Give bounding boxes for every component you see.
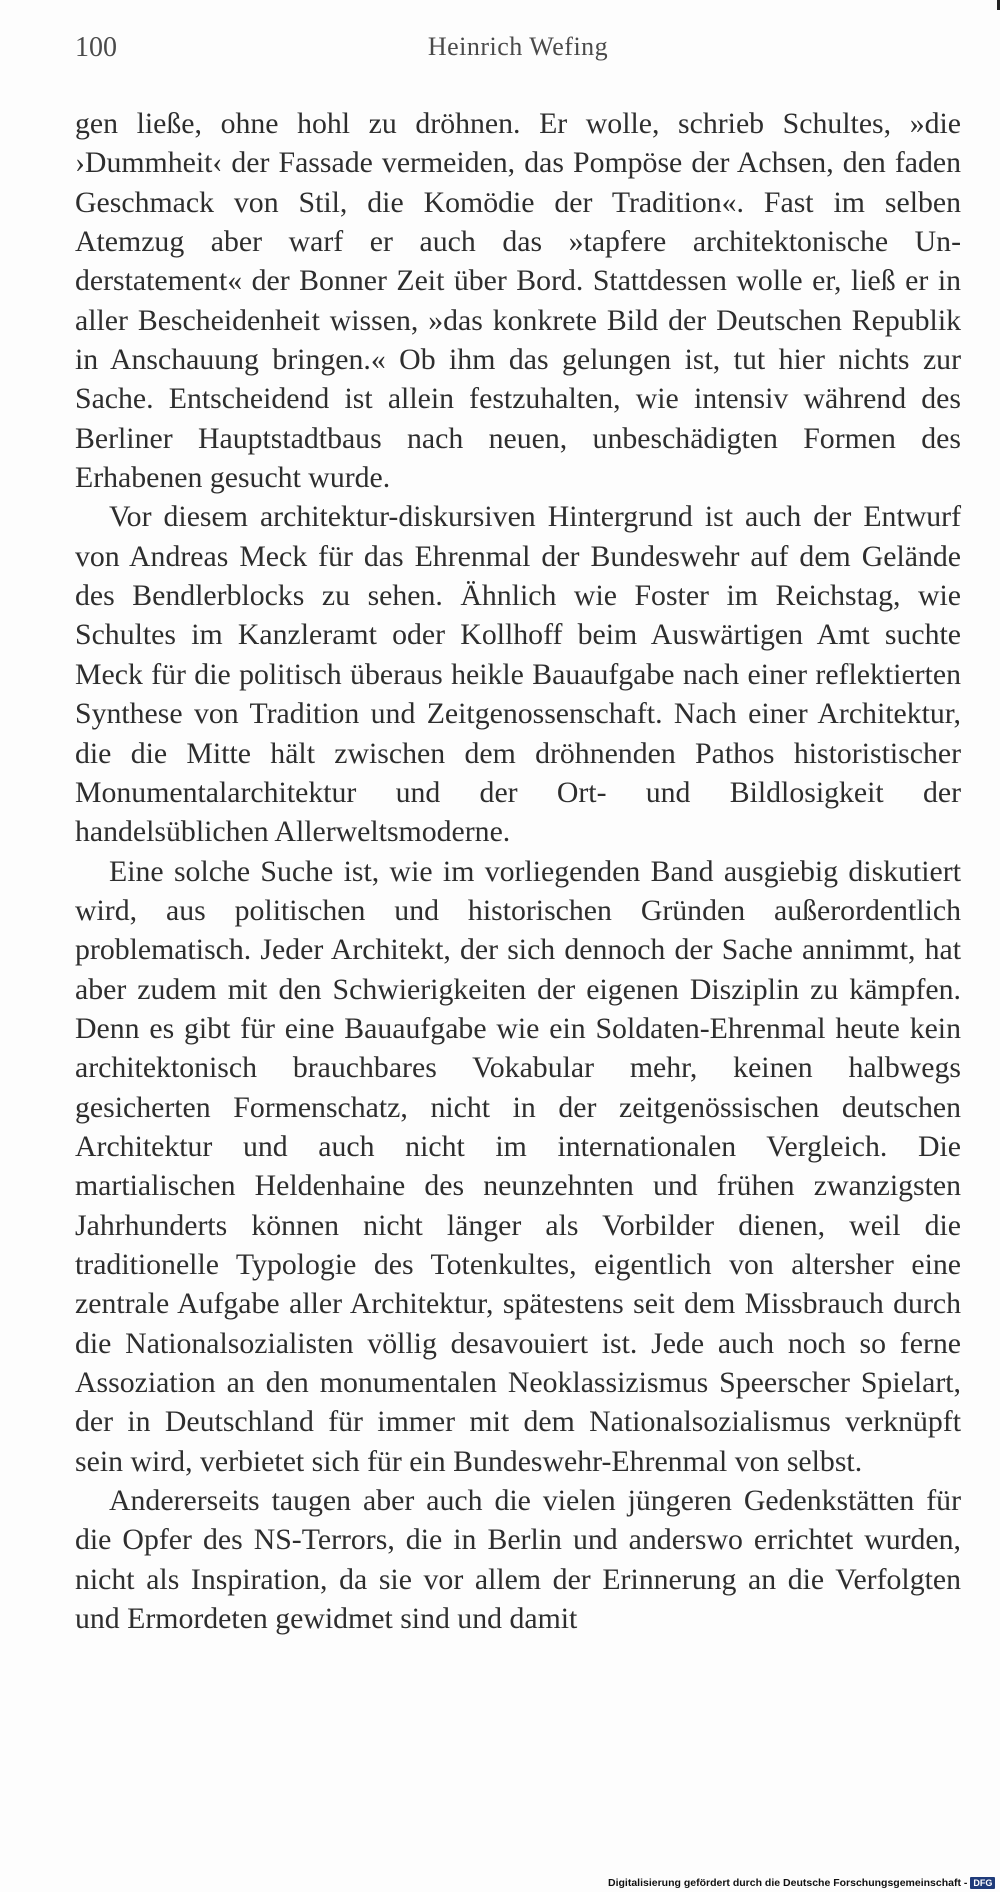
running-head: Heinrich Wefing — [427, 32, 609, 61]
digitization-credit: Digitalisierung gefördert durch die Deutsche Forschungsgemeinschaft - — [608, 1877, 968, 1889]
digitization-footer — [608, 1876, 995, 1890]
page-number: 100 — [75, 32, 117, 63]
paragraph-1: gen ließe, ohne hohl zu dröhnen. Er wolle, schrieb Schultes, »die ›Dummheit‹ der Fassade vermeiden, das Pompöse der Achsen, den faden Geschmack von Stil, die Komödie der Tradition«. Fast im selben Atemzug aber warf er auch das »tapfere architektonische Understatement« der Bonner Zeit über Bord. Stattdessen wolle er, ließ er in aller Bescheidenheit wissen, »das konkrete Bild der Deutschen Republik in Anschauung bringen.« Ob ihm das gelungen ist, tut hier nichts zur Sache. Entscheidend ist allein festzuhalten, wie intensiv während des Berliner Hauptstadtbaus nach neuen, unbeschädigten Formen des Erhabenen gesucht wurde. — [75, 107, 961, 495]
paragraph-2: Vor diesem architektur-diskursiven Hintergrund ist auch der Entwurf von Andreas Meck für das Ehrenmal der Bundeswehr auf dem Gelände des Bendlerblocks zu sehen. Ähnlich wie Foster im Reichstag, wie Schultes im Kanzleramt oder Kollhoff beim Auswärtigen Amt suchte Meck für die politisch überaus heikle Bauaufgabe nach einer reflektierten Synthese von Tradition und Zeitgenossenschaft. Nach einer Architektur, die die Mitte hält zwischen dem dröhnenden Pathos historistischer Monumentalarchitektur und der Ort- und Bildlosigkeit der handelsüblichen Allerweltsmoderne. — [75, 500, 961, 849]
dfg-logo-icon: DFG — [970, 1877, 995, 1889]
page-header — [75, 32, 961, 72]
body-text — [75, 104, 961, 1638]
paragraph-4: Andererseits taugen aber auch die vielen jüngeren Gedenkstätten für die Opfer des NS-Terrors, die in Berlin und anderswo errichtet wurden, nicht als Inspiration, da sie vor allem der Erinnerung an die Verfolgten und Ermordeten gewidmet sind und damit — [75, 1484, 961, 1636]
paragraph-3: Eine solche Suche ist, wie im vorliegenden Band ausgiebig diskutiert wird, aus politischen und historischen Gründen außerordentlich problematisch. Jeder Architekt, der sich dennoch der Sache annimmt, hat aber zudem mit den Schwierigkeiten der eigenen Disziplin zu kämpfen. Denn es gibt für eine Bauaufgabe wie ein Soldaten-Ehrenmal heute kein architektonisch brauchbares Vokabular mehr, keinen halbwegs gesicherten Formenschatz, nicht in der zeitgenössischen deutschen Architektur und auch nicht im internationalen Vergleich. Die martialischen Heldenhaine des neunzehnten und frühen zwanzigsten Jahrhunderts können nicht länger als Vorbilder dienen, weil die traditionelle Typologie des Totenkultes, eigentlich von altersher eine zentrale Aufgabe aller Architektur, spätestens seit dem Missbrauch durch die Nationalsozialisten völlig desavouiert ist. Jede auch noch so ferne Assoziation an den monumentalen Neoklassizismus Speerscher Spielart, der in Deutschland für immer mit dem Nationalsozialismus verknüpft sein wird, verbietet sich für ein Bundeswehr-Ehrenmal von selbst. — [75, 854, 961, 1478]
